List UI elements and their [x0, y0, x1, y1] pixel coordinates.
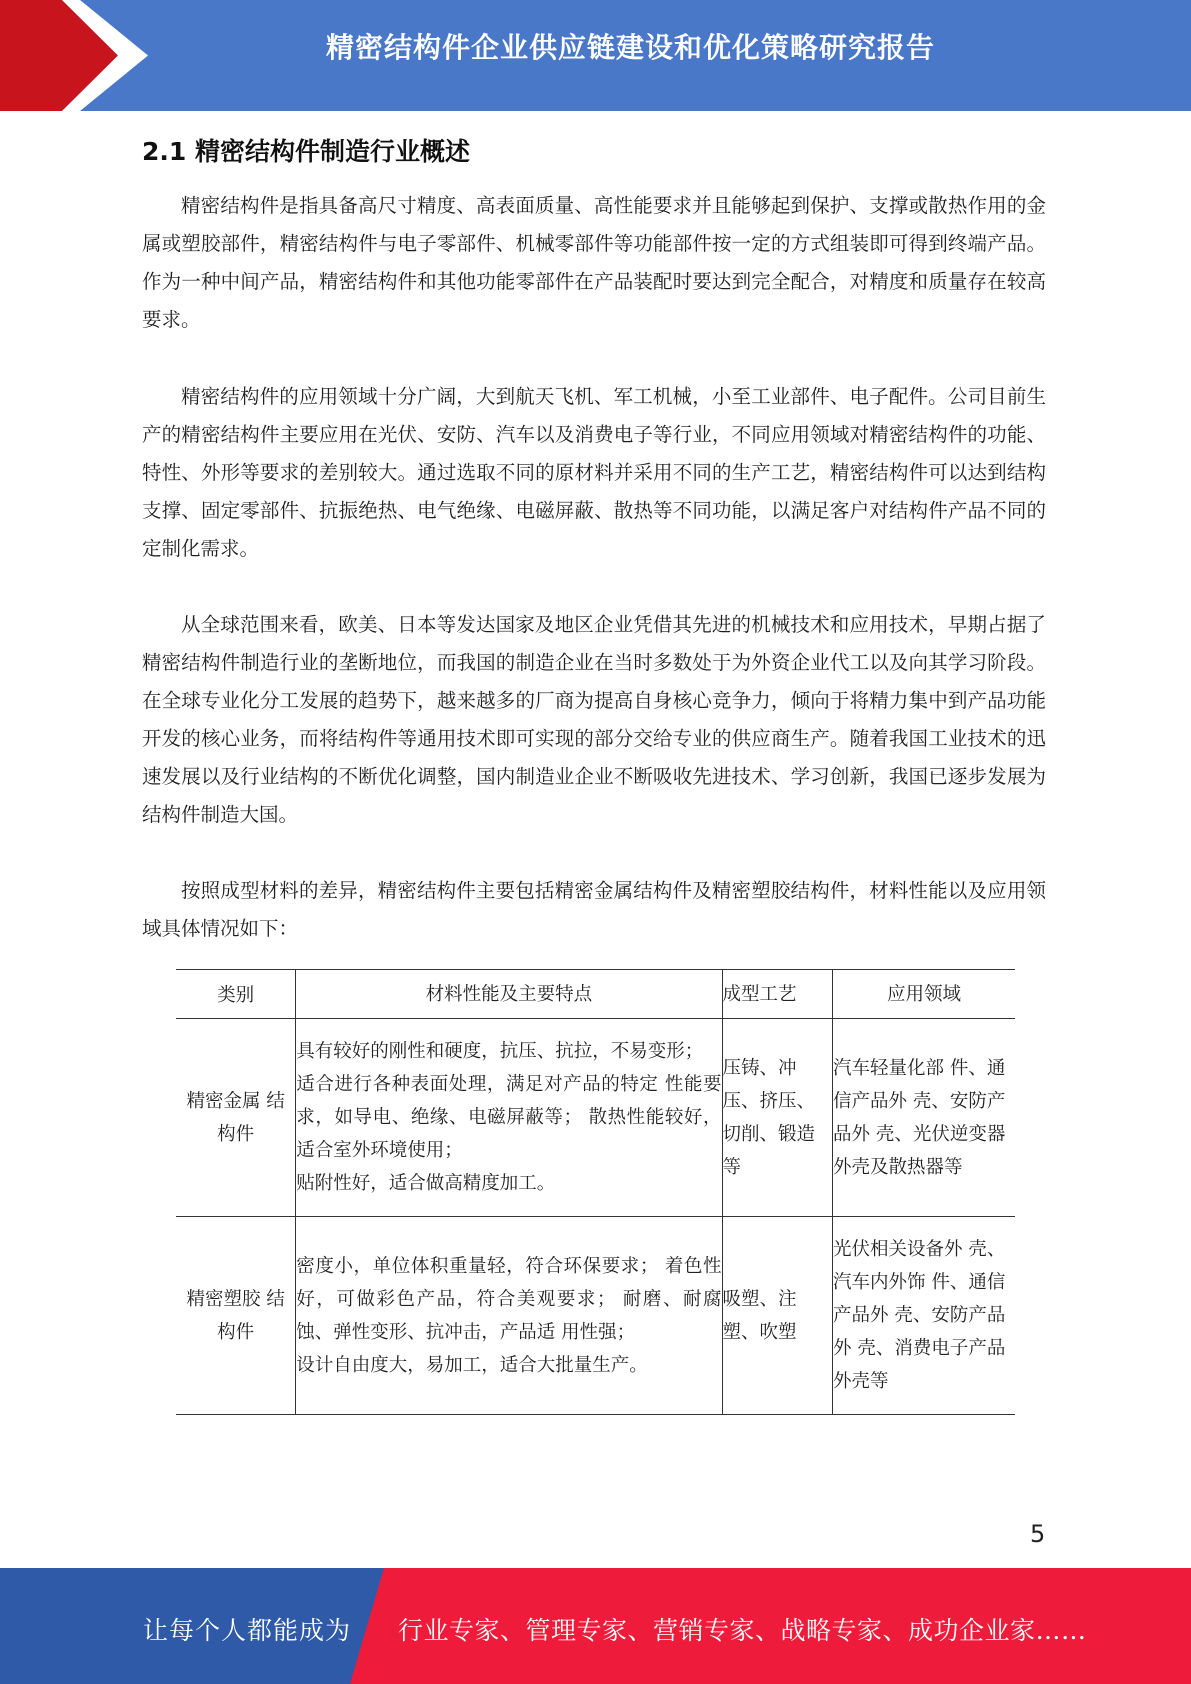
- paragraph-1: 精密结构件是指具备高尺寸精度、高表面质量、高性能要求并且能够起到保护、支撑或散热作用的金属或塑胶部件，精密结构件与电子零部件、机械零部件等功能部件按一定的方式组装即可得到终端产品。作为一种中间产品，精密结构件和其他功能零部件在产品装配时要达到完全配合，对精度和质量存在较高要求。: [142, 194, 1046, 331]
- section-heading: 2.1 精密结构件制造行业概述: [142, 137, 470, 166]
- feature-line: 密度小，单位体积重量轻，符合环保要求； 着色性好，可做彩色产品，符合美观要求； 耐磨、耐腐蚀、弹性变形、抗冲击，产品适 用性强；: [296, 1255, 722, 1343]
- table-cell-application: 汽车轻量化部 件、通信产品外 壳、安防产品外 壳、光伏逆变器外壳及散热器等: [833, 1057, 1006, 1178]
- feature-line: 贴附性好，适合做高精度加工。: [296, 1173, 556, 1194]
- table-header-application: 应用领域: [886, 983, 961, 1005]
- header-band: [0, 0, 1191, 111]
- feature-line: 具有较好的刚性和硬度，抗压、抗拉，不易变形；: [296, 1041, 704, 1062]
- feature-line: 适合进行各种表面处理，满足对产品的特定 性能要求，如导电、绝缘、电磁屏蔽等； 散热性能较好，适合室外环境使用；: [296, 1074, 722, 1161]
- table-cell-category: 精密金属 结构件: [176, 1019, 296, 1217]
- paragraph-3: 从全球范围来看，欧美、日本等发达国家及地区企业凭借其先进的机械技术和应用技术，早期占据了精密结构件制造行业的垄断地位，而我国的制造企业在当时多数处于为外资企业代工以及向其学习阶段。在全球专业化分工发展的趋势下，越来越多的厂商为提高自身核心竞争力，倾向于将精力集中到产品功能开发的核心业务，而将结构件等通用技术即可实现的部分交给专业的供应商生产。随着我国工业技术的迅速发展以及行业结构的不断优化调整，国内制造业企业不断吸收先进技术、学习创新，我国已逐步发展为结构件制造大国。: [142, 613, 1046, 826]
- table-row: [176, 1217, 1015, 1415]
- table-cell-features: [296, 1019, 722, 1217]
- footer-slogan-right: 行业专家、管理专家、营销专家、战略专家、成功企业家……: [398, 1616, 1087, 1645]
- table-header-category: 类别: [176, 970, 296, 1019]
- table-cell-process: 吸塑、注塑、吹塑: [722, 1217, 832, 1415]
- table-cell-features: [296, 1217, 722, 1415]
- footer-band: [0, 1568, 1191, 1684]
- table-cell-application: 光伏相关设备外 壳、汽车内外饰 件、通信产品外 壳、安防产品外 壳、消费电子产品外壳等: [833, 1239, 1006, 1392]
- table-cell-process: 压铸、冲压、挤压、切削、锻造等: [722, 1019, 832, 1217]
- paragraph-4: 按照成型材料的差异，精密结构件主要包括精密金属结构件及精密塑胶结构件，材料性能以及应用领域具体情况如下：: [142, 879, 1046, 940]
- paragraph-2: 精密结构件的应用领域十分广阔，大到航天飞机、军工机械，小至工业部件、电子配件。公司目前生产的精密结构件主要应用在光伏、安防、汽车以及消费电子等行业，不同应用领域对精密结构件的功能、特性、外形等要求的差别较大。通过选取不同的原材料并采用不同的生产工艺，精密结构件可以达到结构支撑、固定零部件、抗振绝热、电气绝缘、电磁屏蔽、散热等不同功能，以满足客户对结构件产品不同的定制化需求。: [142, 385, 1046, 560]
- footer-slogan-left: 让每个人都能成为: [143, 1616, 352, 1645]
- feature-line: 设计自由度大，易加工，适合大批量生产。: [296, 1354, 648, 1376]
- table-row: [176, 1019, 1015, 1217]
- table-header-row: [176, 970, 1015, 1019]
- table-header-features: 材料性能及主要特点: [296, 970, 722, 1019]
- table-cell-category: 精密塑胶 结构件: [176, 1217, 296, 1415]
- page-number: 5: [1030, 1520, 1046, 1548]
- report-title: 精密结构件企业供应链建设和优化策略研究报告: [325, 31, 935, 64]
- header-arrow-decoration: [0, 0, 160, 111]
- table-header-process: 成型工艺: [722, 970, 832, 1019]
- structure-parts-table: [176, 969, 1015, 1415]
